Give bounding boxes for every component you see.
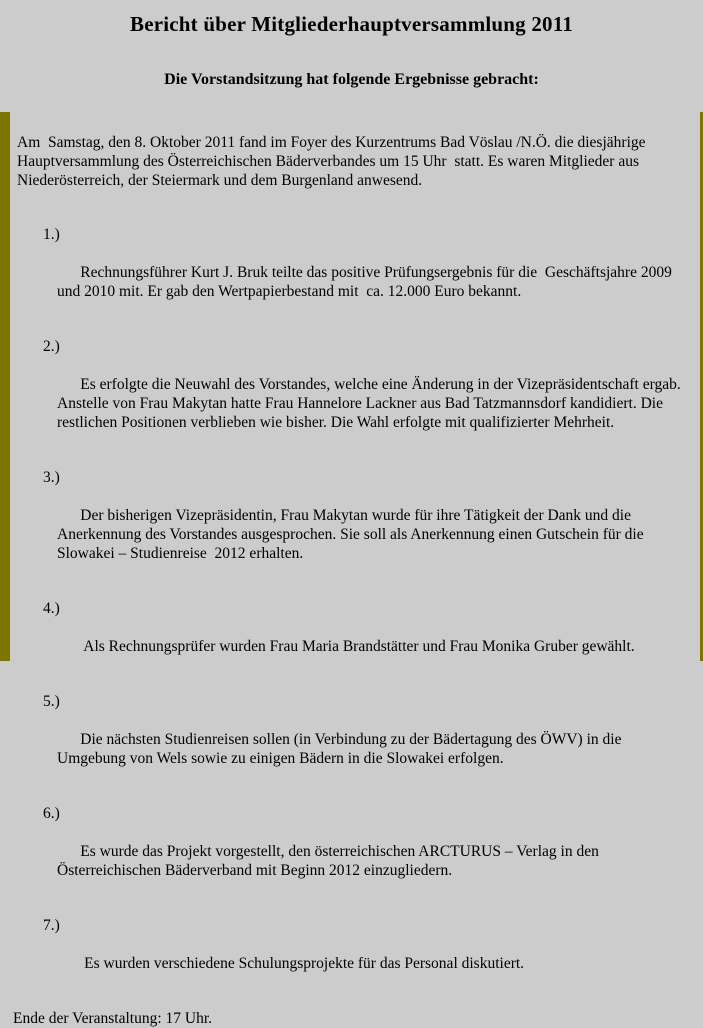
list-item (10, 916, 700, 992)
closing-line: Ende der Veranstaltung: 17 Uhr. (13, 1010, 213, 1027)
item-text: Es erfolgte die Neuwahl des Vorstandes, welche eine Änderung in der Vizepräsidentschaft ergab. Anstelle von Frau Makytan hatte Frau Hannelore Lackner aus Bad Tatzmannsdorf kandidiert. Die restlichen Positionen verblieben wie bisher. Die Wahl erfolgte mit qualifizierter Mehrheit. (57, 376, 684, 431)
item-number: 2.) (43, 338, 60, 355)
item-text: Die nächsten Studienreisen sollen (in Verbindung zu der Bädertagung des ÖWV) in die Umgebung von Wels sowie zu einigen Bädern in die Slowakei erfolgen. (57, 731, 626, 767)
item-text: Als Rechnungsprüfer wurden Frau Maria Brandstätter und Frau Monika Gruber gewählt. (80, 638, 635, 655)
list-item (10, 599, 700, 675)
item-text: Rechnungsführer Kurt J. Bruk teilte das positive Prüfungsergebnis für die Geschäftsjahre 2009 und 2010 mit. Er gab den Wertpapierbestand mit ca. 12.000 Euro bekannt. (57, 264, 676, 300)
item-number: 3.) (43, 469, 60, 486)
content-frame (0, 112, 703, 1027)
page-title: Bericht über Mitgliederhauptversammlung 2011 (130, 12, 573, 36)
item-text: Es wurde das Projekt vorgestellt, den österreichischen ARCTURUS – Verlag in den Österreichischen Bäderverband mit Beginn 2012 einzugliedern. (57, 843, 603, 879)
item-number: 5.) (43, 693, 60, 710)
list-item (10, 804, 700, 899)
item-number: 1.) (43, 226, 60, 243)
intro-paragraph: Am Samstag, den 8. Oktober 2011 fand im Foyer des Kurzentrums Bad Vöslau /N.Ö. die diesjährige Hauptversammlung des Österreichischen Bäderverbandes um 15 Uhr statt. Es waren Mitglieder aus Niederösterreich, der Steiermark und dem Burgenland anwesend. (17, 134, 650, 189)
item-text: Es wurden verschiedene Schulungsprojekte für das Personal diskutiert. (80, 955, 525, 972)
item-number: 6.) (43, 805, 60, 822)
list-item (10, 692, 700, 787)
item-text: Der bisherigen Vizepräsidentin, Frau Makytan wurde für ihre Tätigkeit der Dank und die Anerkennung des Vorstandes ausgesprochen. Sie soll als Anerkennung einen Gutschein für die Slowakei – Studienreise 2012 erhalten. (57, 507, 648, 562)
report-header (0, 0, 703, 89)
list-item (10, 225, 700, 320)
list-item (10, 337, 700, 451)
page-subtitle: Die Vorstandsitzung hat folgende Ergebnisse gebracht: (164, 71, 539, 88)
list-item (10, 468, 700, 582)
agenda-list (10, 225, 700, 992)
item-number: 7.) (43, 917, 60, 934)
item-number: 4.) (43, 600, 60, 617)
